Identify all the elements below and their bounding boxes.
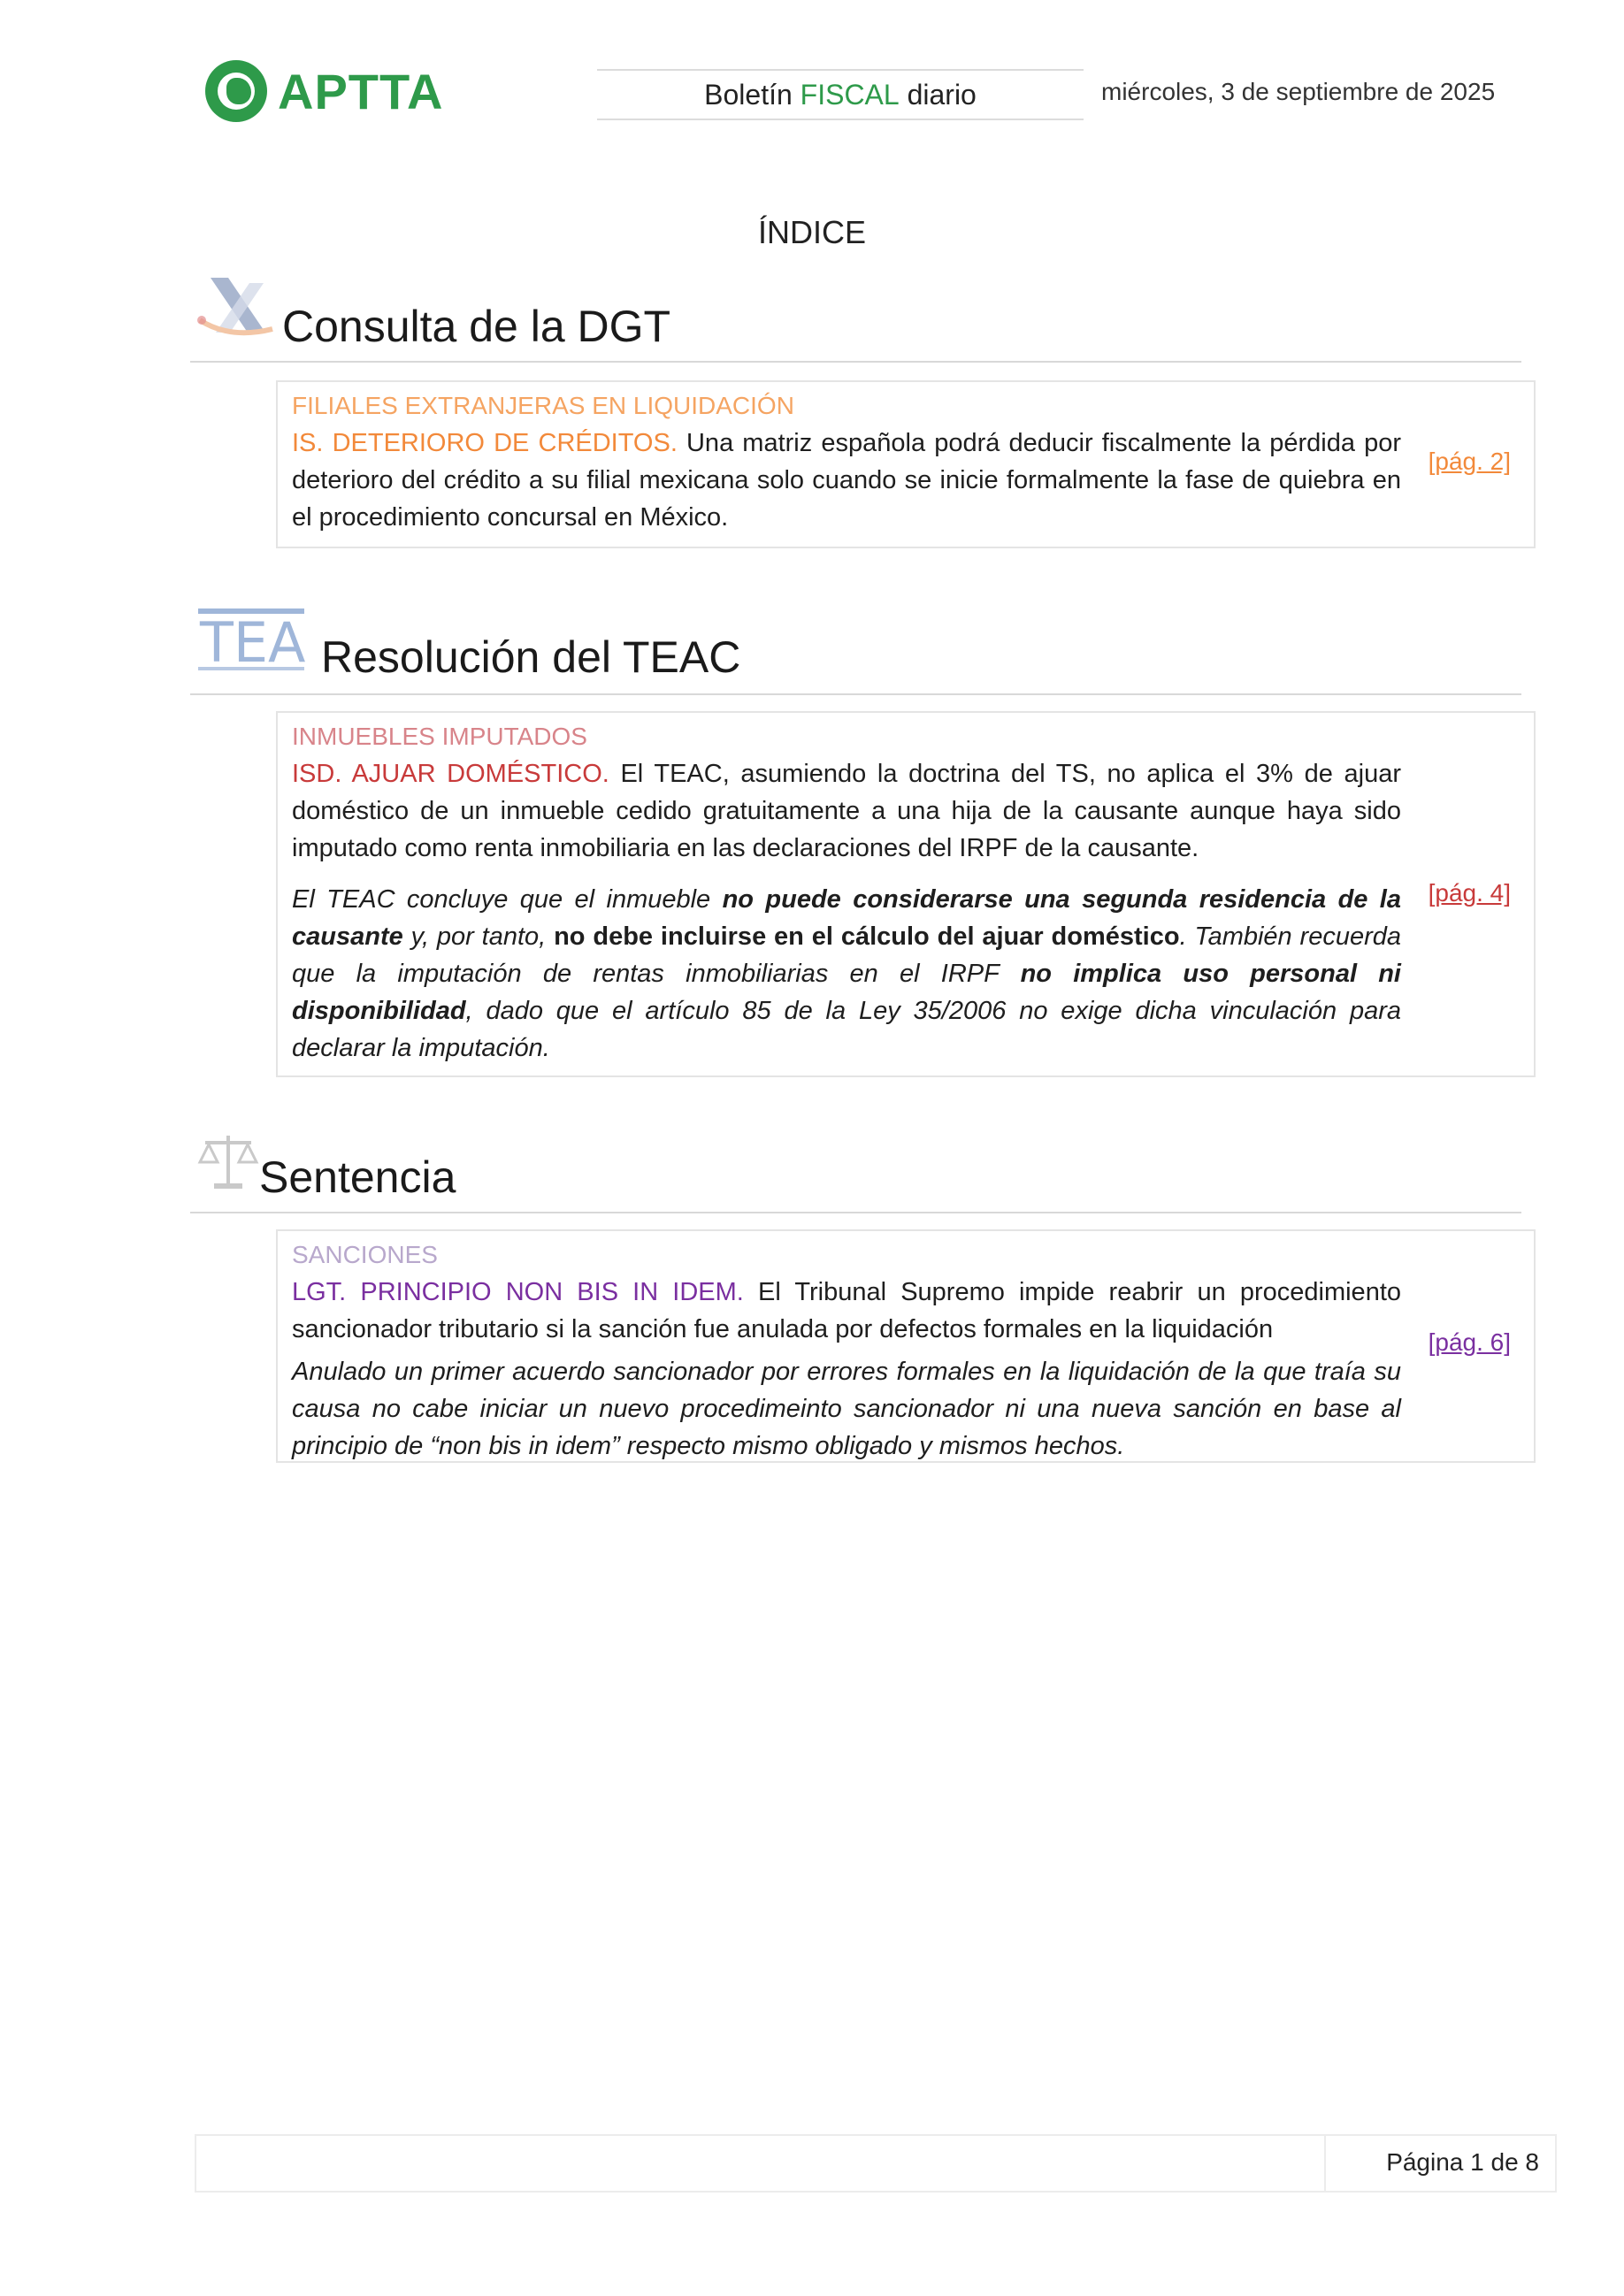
entry-sentencia-summary: Anulado un primer acuerdo sancionador por errores formales en la liquidación de la que traía su causa no cabe iniciar un nuevo procedimeinto sancionador ni una nueva sanción en base al principio de “non bis in idem” respecto mismo obligado y mismos hechos. xyxy=(292,1358,1401,1460)
entry-teac-summary xyxy=(292,881,1401,1067)
entry-teac-summary-part: , dado que el artículo 85 de la Ley 35/2006 no exige dicha vinculación para declarar la imputación. xyxy=(292,997,1401,1062)
bulletin-prefix: Boletín xyxy=(704,78,801,111)
entry-teac-summary-bold: no puede considerarse una segunda residencia de la causante xyxy=(292,885,1401,951)
entry-teac-heading: ISD. AJUAR DOMÉSTICO. xyxy=(292,760,609,788)
entry-sentencia-description: El Tribunal Supremo impide reabrir un procedimiento sancionador tributario si la sanción fue anulada por defectos formales en la liquidación xyxy=(292,1278,1402,1343)
index-title: ÍNDICE xyxy=(757,214,866,250)
entry-teac-description: El TEAC, asumiendo la doctrina del TS, no aplica el 3% de ajuar doméstico de un inmueble cedido gratuitamente a una hija de la causante aunque haya sido imputado como renta inmobiliaria en las declaraciones del IRPF de la causante. xyxy=(292,760,1401,862)
entry-teac-summary-part: El TEAC concluye que el inmueble xyxy=(292,885,723,914)
entry-teac-summary-bold: no debe incluirse en el cálculo del ajuar doméstico xyxy=(554,922,1180,951)
entry-dgt-text xyxy=(292,425,1401,536)
entry-dgt-body xyxy=(292,387,1401,536)
entry-teac-summary-part: . También recuerda que la imputación de rentas inmobiliarias en el IRPF xyxy=(292,922,1402,988)
page-link-teac[interactable]: [pág. 4] xyxy=(1428,879,1511,907)
bulletin-fiscal: FISCAL xyxy=(800,78,900,111)
bulletin-title xyxy=(597,69,1084,120)
entry-teac-summary-part: y, por tanto, xyxy=(402,922,555,951)
aptta-logo-icon xyxy=(205,60,267,122)
entry-dgt-description: Una matriz española podrá deducir fiscalmente la pérdida por deterioro del crédito a su filial mexicana solo cuando se inicie formalmente la fase de quiebra en el procedimiento concursal en México. xyxy=(292,429,1401,532)
page-number: Página 1 de 8 xyxy=(1386,2148,1539,2176)
bulletin-date: miércoles, 3 de septiembre de 2025 xyxy=(1101,78,1496,105)
aptta-logo xyxy=(205,60,444,122)
bulletin-suffix: diario xyxy=(899,78,977,111)
svg-text:TEA: TEA xyxy=(200,610,306,674)
entry-teac-text xyxy=(292,755,1401,867)
entry-teac-summary-bold: no implica uso personal ni disponibilidad xyxy=(292,960,1401,1025)
section-header-sentencia xyxy=(190,1152,1521,1213)
entry-dgt xyxy=(276,380,1536,548)
entry-teac-category: INMUEBLES IMPUTADOS xyxy=(292,723,587,750)
entry-dgt-heading: IS. DETERIORO DE CRÉDITOS. xyxy=(292,429,678,457)
section-header-dgt xyxy=(190,301,1521,363)
entry-sentencia xyxy=(276,1229,1536,1463)
entry-sentencia-body xyxy=(292,1236,1401,1465)
section-title-sentencia: Sentencia xyxy=(259,1152,456,1202)
entry-sentencia-text xyxy=(292,1274,1401,1348)
entry-teac xyxy=(276,711,1536,1077)
section-header-teac xyxy=(190,631,1521,695)
entry-teac-body xyxy=(292,718,1401,1067)
entry-sentencia-category: SANCIONES xyxy=(292,1241,438,1268)
logo-text: APTTA xyxy=(278,63,444,119)
section-title-teac: Resolución del TEAC xyxy=(321,632,741,682)
entry-sentencia-heading: LGT. PRINCIPIO NON BIS IN IDEM. xyxy=(292,1278,744,1306)
entry-dgt-category: FILIALES EXTRANJERAS EN LIQUIDACIÓN xyxy=(292,392,794,419)
page-footer xyxy=(195,2134,1557,2193)
section-title-dgt: Consulta de la DGT xyxy=(282,302,671,351)
page-link-dgt[interactable]: [pág. 2] xyxy=(1428,448,1511,475)
footer-divider xyxy=(1324,2136,1326,2191)
page-link-sentencia[interactable]: [pág. 6] xyxy=(1428,1328,1511,1356)
